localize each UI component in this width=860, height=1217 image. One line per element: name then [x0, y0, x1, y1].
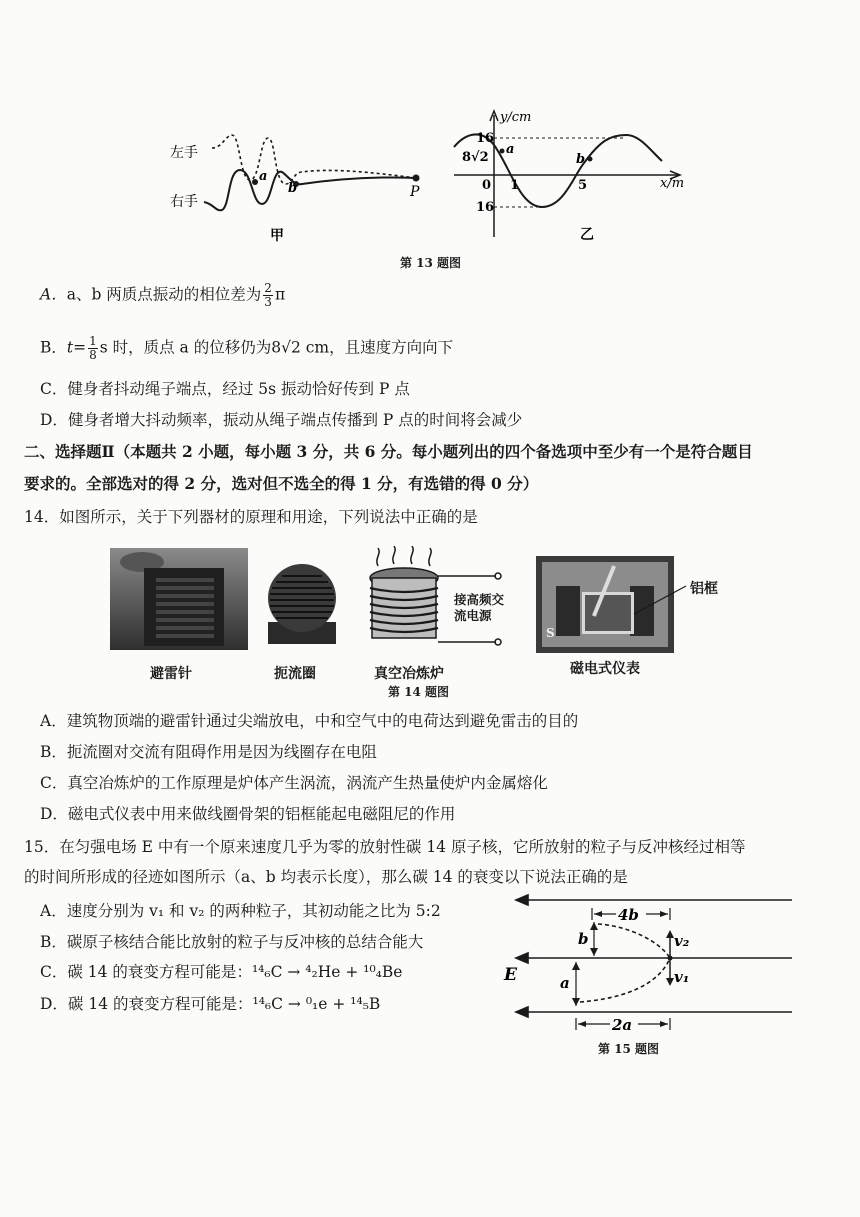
- lightning-rod-photo: [110, 548, 248, 650]
- figure-15-caption: 第 15 题图: [598, 1042, 660, 1056]
- q14-option-c: C．真空冶炼炉的工作原理是炉体产生涡流，涡流产生热量使炉内金属熔化: [40, 774, 548, 792]
- right-hand-rope: [204, 170, 416, 210]
- choke-coil-label: 扼流圈: [274, 666, 316, 682]
- label-b: b: [578, 930, 589, 948]
- tick-8root2: 8√2: [462, 150, 489, 165]
- section2-line2: 要求的。全部选对的得 2 分，选对但不选全的得 1 分，有选错的得 0 分）: [24, 474, 539, 493]
- q13-option-c: C．健身者抖动绳子端点，经过 5s 振动恰好传到 P 点: [40, 380, 410, 398]
- left-hand-label: 左手: [170, 145, 198, 161]
- figure-13-yi: [450, 105, 700, 245]
- hf-power-label: 接高频交 流电源: [454, 592, 505, 623]
- label-v1: v₁: [674, 968, 690, 986]
- point-a-dot: [252, 179, 258, 185]
- tick-5: 5: [578, 178, 588, 193]
- track-upper: [598, 924, 670, 958]
- figure-15: [500, 890, 800, 1040]
- q14-option-a: A．建筑物顶端的避雷针通过尖端放电，中和空气中的电荷达到避免雷击的目的: [40, 712, 579, 730]
- right-hand-label: 右手: [170, 194, 198, 210]
- lightning-rod-label: 避雷针: [150, 666, 192, 682]
- label-p: P: [410, 184, 420, 200]
- q15-stem-line2: 的时间所形成的径迹如图所示（a、b 均表示长度），那么碳 14 的衰变以下说法正确的是: [24, 868, 628, 886]
- point-b-dot: [588, 157, 593, 162]
- label-a: a: [560, 974, 570, 992]
- label-e: E: [504, 965, 517, 985]
- q13-option-b: B．t= $\frac{1}{8}$ s 时，质点 a 的位移仍为8√2 cm，且速度方向向下: [40, 334, 454, 362]
- point-a-dot: [500, 149, 505, 154]
- label-2a: 2a: [612, 1016, 633, 1034]
- origin-label: 0: [482, 178, 492, 193]
- q15-option-a: A．速度分别为 v₁ 和 v₂ 的两种粒子，其初动能之比为 5:2: [40, 902, 441, 920]
- q13-option-d: D．健身者增大抖动频率，振动从绳子端点传播到 P 点的时间将会减少: [40, 411, 523, 429]
- choke-coil-image: [262, 558, 342, 650]
- q15-option-c: C．碳 14 的衰变方程可能是：¹⁴₆C → ⁴₂He + ¹⁰₄Be: [40, 963, 403, 981]
- vacuum-furnace-label: 真空冶炼炉: [374, 666, 444, 682]
- point-p-dot: [413, 175, 420, 182]
- label-a: a: [506, 142, 515, 157]
- meter-label: 磁电式仪表: [570, 661, 640, 677]
- label-a: a: [259, 169, 268, 184]
- q15-stem-line1: 15．在匀强电场 E 中有一个原来速度几乎为零的放射性碳 14 原子核，它所放射的粒子与反冲核经过相等: [24, 838, 746, 856]
- q15-option-d: D．碳 14 的衰变方程可能是：¹⁴₆C → ⁰₁e + ¹⁴₅B: [40, 995, 381, 1013]
- figure-13-jia: [160, 120, 440, 250]
- q15-option-b: B．碳原子核结合能比放射的粒子与反冲核的总结合能大: [40, 933, 424, 951]
- q14-option-d: D．磁电式仪表中用来做线圈骨架的铝框能起电磁阻尼的作用: [40, 805, 456, 823]
- figure-13-caption: 第 13 题图: [400, 256, 462, 270]
- x-axis-label: x/m: [660, 176, 685, 191]
- y-axis-label: y/cm: [500, 110, 532, 125]
- track-lower: [580, 958, 670, 1002]
- label-4b: 4b: [618, 906, 639, 924]
- figure-14-caption: 第 14 题图: [388, 685, 450, 699]
- label-b: b: [288, 181, 298, 196]
- q14-stem: 14．如图所示，关于下列器材的原理和用途，下列说法中正确的是: [24, 508, 478, 526]
- aluminum-frame-pointer: [630, 580, 690, 620]
- tick-16-top: 16: [476, 131, 495, 146]
- caption-jia: 甲: [270, 228, 284, 244]
- q13-option-a: A．a、b 两质点振动的相位差为 $\frac{2}{3}$ π: [40, 281, 286, 309]
- section2-line1: 二、选择题Ⅱ（本题共 2 小题，每小题 3 分，共 6 分。每小题列出的四个备选项中至少有一个是符合题目: [24, 442, 753, 461]
- aluminum-frame-label: 铝框: [690, 581, 718, 597]
- q14-option-b: B．扼流圈对交流有阻碍作用是因为线圈存在电阻: [40, 743, 377, 761]
- label-b: b: [576, 152, 586, 167]
- meter-s-label: S: [546, 626, 555, 640]
- tick-1: 1: [510, 178, 520, 193]
- caption-yi: 乙: [580, 227, 594, 243]
- label-v2: v₂: [674, 932, 690, 950]
- tick-16-bottom: 16: [476, 200, 495, 215]
